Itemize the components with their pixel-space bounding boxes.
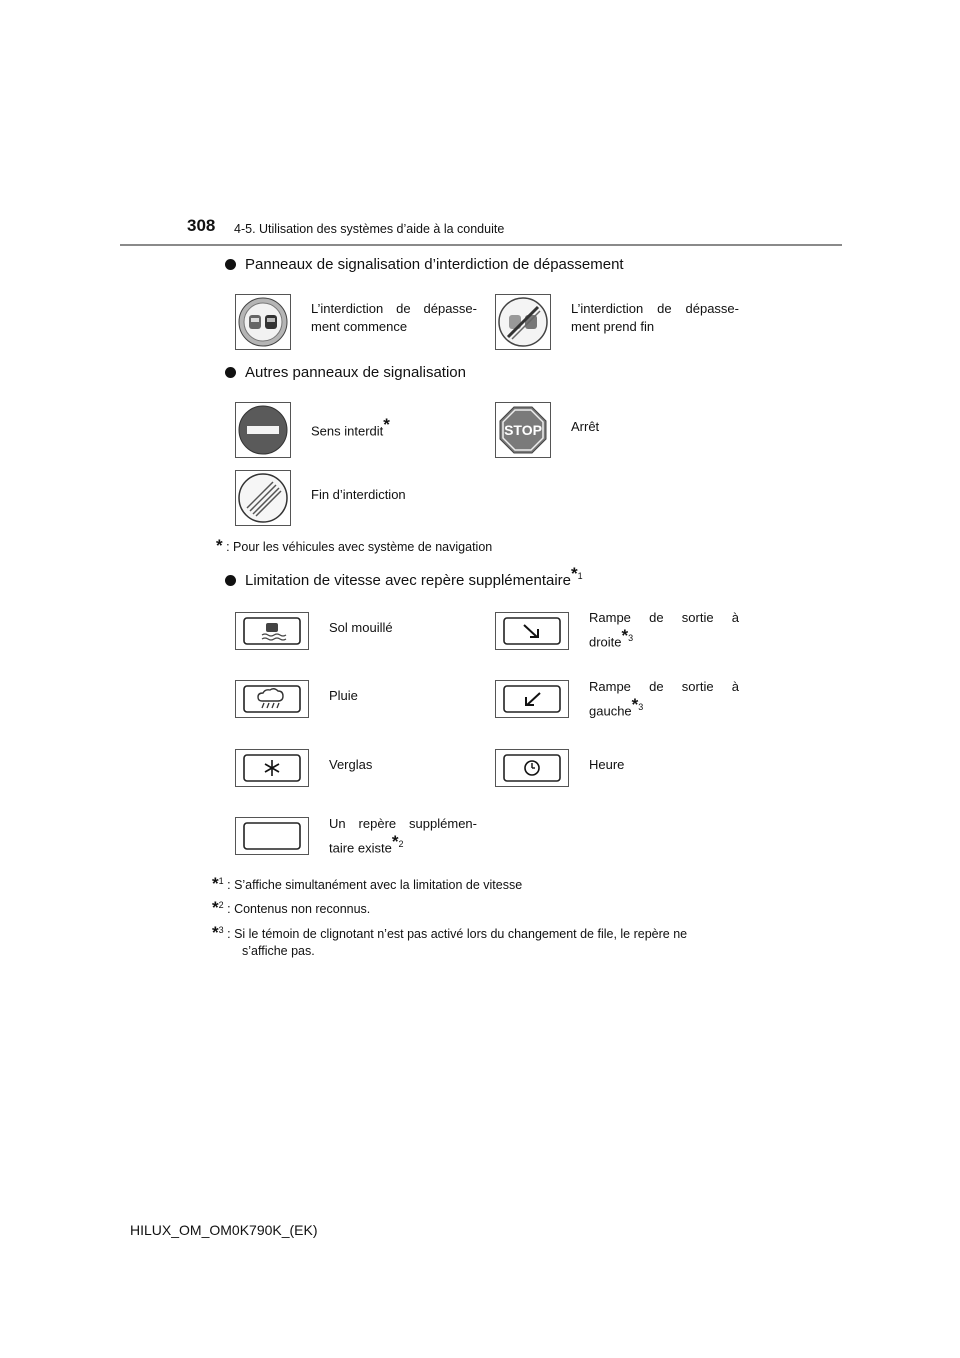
blank-plate-icon	[236, 818, 308, 854]
end-restriction-label: Fin d’interdiction	[311, 487, 406, 502]
exit-right-label-line1: Rampe de sortie à	[589, 610, 739, 625]
no-entry-sign	[235, 402, 291, 458]
no-entry-icon	[236, 403, 290, 457]
overtaking-start-sign	[235, 294, 291, 350]
rain-plate	[235, 680, 309, 718]
stop-sign-icon	[496, 403, 550, 457]
other-label-line2: taire existe$^{*2}$	[329, 832, 404, 856]
arrow-down-left-icon	[496, 681, 568, 717]
wet-road-label: Sol mouillé	[329, 620, 393, 635]
rain-cloud-icon	[236, 681, 308, 717]
no-overtaking-icon	[236, 295, 290, 349]
stop-label: Arrêt	[571, 419, 600, 434]
navigation-footnote: * : Pour les véhicules avec système de navigation	[216, 536, 493, 555]
end-no-overtaking-icon	[496, 295, 550, 349]
exit-left-label-line2: gauche$^{*3}$	[589, 695, 644, 719]
stop-sign-text: STOP	[504, 422, 542, 438]
document-id: HILUX_OM_OM0K790K_(EK)	[130, 1222, 318, 1238]
ice-plate	[235, 749, 309, 787]
bullet-icon	[225, 575, 236, 586]
time-label: Heure	[589, 757, 625, 772]
no-entry-label: Sens interdit*	[311, 415, 390, 439]
overtaking-end-label-line1: L’interdiction de dépasse-	[571, 301, 739, 316]
overtaking-end-label-line2: ment prend fin	[571, 319, 655, 334]
speed-limit-heading: Limitation de vitesse avec repère supplémentaire$^{*1}$	[225, 564, 583, 589]
header-divider	[120, 244, 842, 246]
overtaking-end-sign	[495, 294, 551, 350]
overtaking-heading: Panneaux de signalisation d’interdiction de dépassement	[225, 256, 624, 273]
end-restriction-icon	[236, 471, 290, 525]
page-number: 308	[187, 216, 216, 235]
section-title: 4-5. Utilisation des systèmes d’aide à la conduite	[234, 222, 505, 236]
exit-left-plate	[495, 680, 569, 718]
exit-right-label-line2: droite$^{*3}$	[589, 626, 634, 650]
bullet-icon	[225, 259, 236, 270]
overtaking-start-label-line1: L’interdiction de dépasse-	[311, 301, 477, 316]
stop-sign-box	[495, 402, 551, 458]
clock-icon	[496, 750, 568, 786]
end-restriction-sign	[235, 470, 291, 526]
footnote-2: *$^2$ : Contenus non reconnus.	[212, 898, 371, 918]
footnote-1: *$^1$ : S’affiche simultanément avec la limitation de vitesse	[212, 874, 523, 894]
other-plate	[235, 817, 309, 855]
other-signs-heading: Autres panneaux de signalisation	[225, 364, 466, 381]
footnote-3: *$^3$ : Si le témoin de clignotant n’est pas activé lors du changement de file, le repère ne	[212, 923, 688, 943]
wet-road-plate	[235, 612, 309, 650]
time-plate	[495, 749, 569, 787]
other-label-line1: Un repère supplémen-	[329, 816, 477, 831]
exit-left-label-line1: Rampe de sortie à	[589, 679, 739, 694]
arrow-down-right-icon	[496, 613, 568, 649]
snowflake-icon	[236, 750, 308, 786]
overtaking-start-label-line2: ment commence	[311, 319, 408, 334]
exit-right-plate	[495, 612, 569, 650]
rain-label: Pluie	[329, 688, 358, 703]
footnote-3-continued: s’affiche pas.	[242, 944, 315, 958]
wet-road-icon	[236, 613, 308, 649]
ice-label: Verglas	[329, 757, 373, 772]
bullet-icon	[225, 367, 236, 378]
